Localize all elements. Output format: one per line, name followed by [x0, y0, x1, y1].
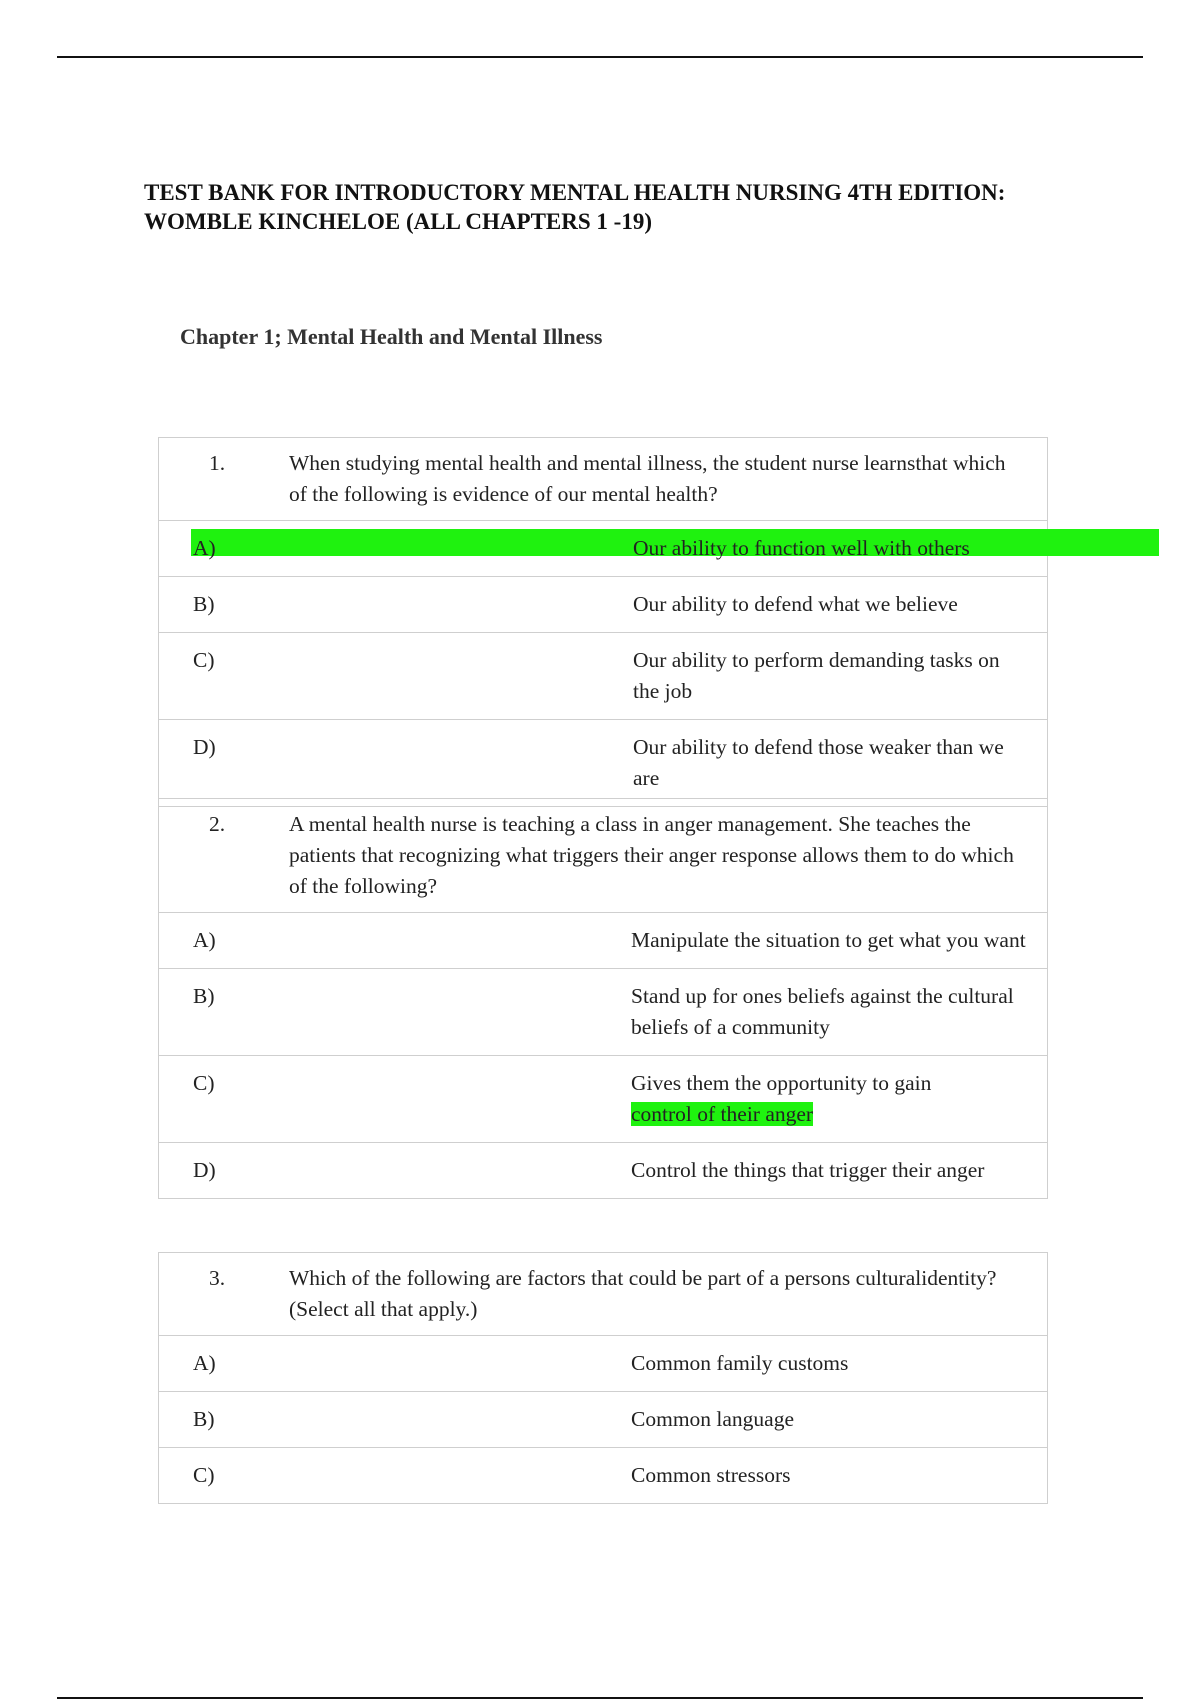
option-letter: C): [193, 648, 215, 672]
option-letter: B): [193, 592, 215, 616]
question-1-table: [158, 437, 1048, 807]
option-row-b: [159, 577, 1047, 633]
option-letter: D): [193, 1158, 216, 1182]
option-letter: B): [193, 1407, 215, 1431]
option-row-b: [159, 969, 1047, 1056]
question-number: 3.: [209, 1266, 226, 1290]
highlighted-answer: control of their anger: [631, 1102, 814, 1126]
question-text: A mental health nurse is teaching a class in anger management. She teaches the patients that recognizing what triggers their anger response allows them to do which of the following?: [289, 812, 1014, 898]
bottom-rule: [57, 1697, 1143, 1699]
option-row-a: [159, 913, 1047, 969]
question-3-table: [158, 1252, 1048, 1504]
option-letter: D): [193, 735, 216, 759]
option-row-c: [159, 1056, 1047, 1143]
option-text: Our ability to function well with others: [633, 536, 970, 560]
option-row-a: [159, 1336, 1047, 1392]
option-text: Control the things that trigger their anger: [631, 1158, 985, 1182]
question-row: [159, 438, 1047, 521]
question-row: [159, 1253, 1047, 1336]
chapter-heading: Chapter 1; Mental Health and Mental Illness: [180, 324, 603, 349]
question-text: When studying mental health and mental illness, the student nurse learnsthat which of the following is evidence of our mental health?: [289, 451, 1006, 506]
document-title: TEST BANK FOR INTRODUCTORY MENTAL HEALTH NURSING 4TH EDITION: WOMBLE KINCHELOE (ALL CHAPTERS 1 -19): [144, 180, 1006, 234]
option-row-d: [159, 720, 1047, 806]
option-letter: C): [193, 1463, 215, 1487]
option-text: Our ability to defend those weaker than we are: [633, 735, 1004, 790]
option-text: Stand up for ones beliefs against the cultural beliefs of a community: [631, 984, 1014, 1039]
option-letter: C): [193, 1071, 215, 1095]
top-rule: [57, 56, 1143, 58]
option-text: Common language: [631, 1407, 795, 1431]
option-text: Common family customs: [631, 1351, 849, 1375]
question-number: 2.: [209, 812, 226, 836]
option-text: Our ability to perform demanding tasks on the job: [633, 648, 1000, 703]
option-row-d: [159, 1143, 1047, 1198]
option-letter: A): [193, 1351, 216, 1375]
option-text: Our ability to defend what we believe: [633, 592, 958, 616]
option-text: Manipulate the situation to get what you want: [631, 928, 1026, 952]
question-2-table: [158, 798, 1048, 1199]
question-text: Which of the following are factors that could be part of a persons culturalidentity? (Select all that apply.): [289, 1266, 997, 1321]
option-text: Common stressors: [631, 1463, 791, 1487]
option-row-c: [159, 633, 1047, 720]
question-number: 1.: [209, 451, 226, 475]
question-row: [159, 799, 1047, 913]
option-row-a: [159, 521, 1047, 577]
option-letter: B): [193, 984, 215, 1008]
option-letter: A): [193, 536, 216, 560]
option-row-c: [159, 1448, 1047, 1503]
option-row-b: [159, 1392, 1047, 1448]
option-text: [631, 1056, 1047, 1142]
option-text-part: Gives them the opportunity to gain: [631, 1071, 932, 1095]
option-letter: A): [193, 928, 216, 952]
